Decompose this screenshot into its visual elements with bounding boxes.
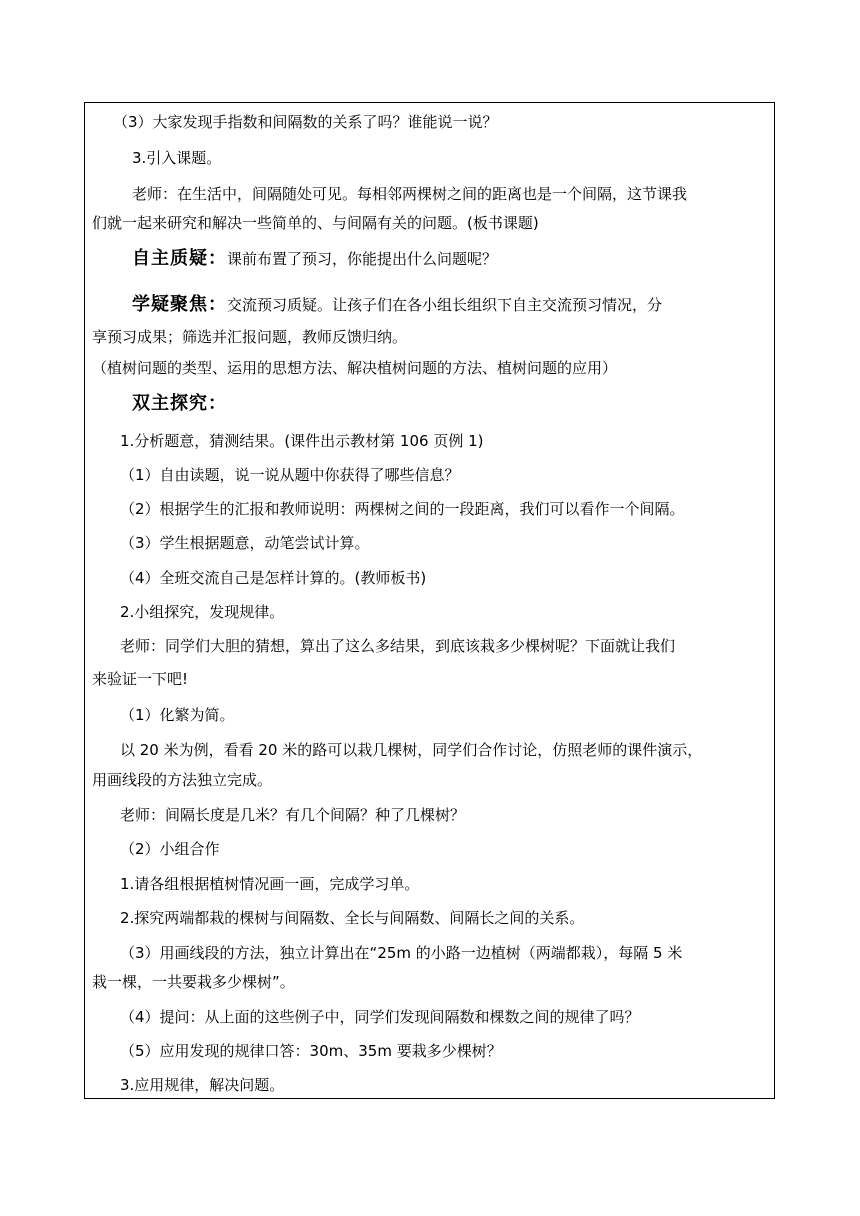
section-title: 学疑聚焦：	[132, 294, 227, 315]
text-line: 3.应用规律，解决问题。	[120, 1076, 285, 1094]
text-line: 1.请各组根据植树情况画一画，完成学习单。	[120, 875, 420, 893]
text-line: 老师：在生活中，间隔随处可见。每相邻两棵树之间的距离也是一个间隔，这节课我	[132, 185, 688, 203]
text-line: 3.引入课题。	[132, 149, 222, 167]
text-line: （3）大家发现手指数和间隔数的关系了吗？谁能说一说？	[113, 113, 498, 131]
text-line: （3）学生根据题意，动笔尝试计算。	[120, 534, 370, 552]
text-line: 老师：同学们大胆的猜想，算出了这么多结果，到底该栽多少棵树呢？下面就让我们	[120, 637, 676, 655]
text-line: （2）小组合作	[120, 840, 220, 858]
text-line: 2.小组探究，发现规律。	[120, 603, 285, 621]
section-zizhu	[132, 248, 497, 270]
text-line: 1.分析题意，猜测结果。(课件出示教材第 106 页例 1)	[120, 432, 484, 450]
text-line: （5）应用发现的规律口答：30m、35m 要栽多少棵树？	[120, 1042, 502, 1060]
section-text: 课前布置了预习，你能提出什么问题呢？	[227, 250, 498, 268]
text-line: 来验证一下吧!	[92, 670, 189, 688]
section-title: 双主探究：	[132, 393, 227, 414]
text-line: 以 20 米为例，看看 20 米的路可以栽几棵树，同学们合作讨论，仿照老师的课件演示，	[120, 741, 703, 759]
text-line: （4）全班交流自己是怎样计算的。(教师板书)	[120, 569, 427, 587]
text-line: 2.探究两端都栽的棵树与间隔数、全长与间隔数、间隔长之间的关系。	[120, 909, 585, 927]
text-line: 栽一棵，一共要栽多少棵树”。	[92, 973, 295, 991]
text-line: （4）提问：从上面的这些例子中，同学们发现间隔数和棵数之间的规律了吗？	[120, 1008, 640, 1026]
text-line: （2）根据学生的汇报和教师说明：两棵树之间的一段距离，我们可以看作一个间隔。	[120, 500, 685, 518]
section-text: 交流预习质疑。让孩子们在各小组长组织下自主交流预习情况，分	[227, 296, 663, 314]
text-line: （1）化繁为简。	[120, 706, 235, 724]
text-line: 享预习成果；筛选并汇报问题，教师反馈归纳。	[92, 328, 408, 346]
text-line: 们就一起来研究和解决一些简单的、与间隔有关的问题。(板书课题)	[92, 214, 539, 232]
section-title: 自主质疑：	[132, 248, 227, 269]
text-line: （3）用画线段的方法，独立计算出在“25m 的小路一边植树（两端都栽），每隔 5 米	[120, 944, 683, 962]
section-shuangzhu	[132, 393, 227, 415]
text-line: 老师：间隔长度是几米？有几个间隔？种了几棵树？	[120, 806, 466, 824]
text-line: （植树问题的类型、运用的思想方法、解决植树问题的方法、植树问题的应用）	[92, 359, 618, 377]
text-line: 用画线段的方法独立完成。	[92, 771, 273, 789]
section-xueyi	[132, 294, 662, 316]
text-line: （1）自由读题，说一说从题中你获得了哪些信息？	[120, 466, 460, 484]
